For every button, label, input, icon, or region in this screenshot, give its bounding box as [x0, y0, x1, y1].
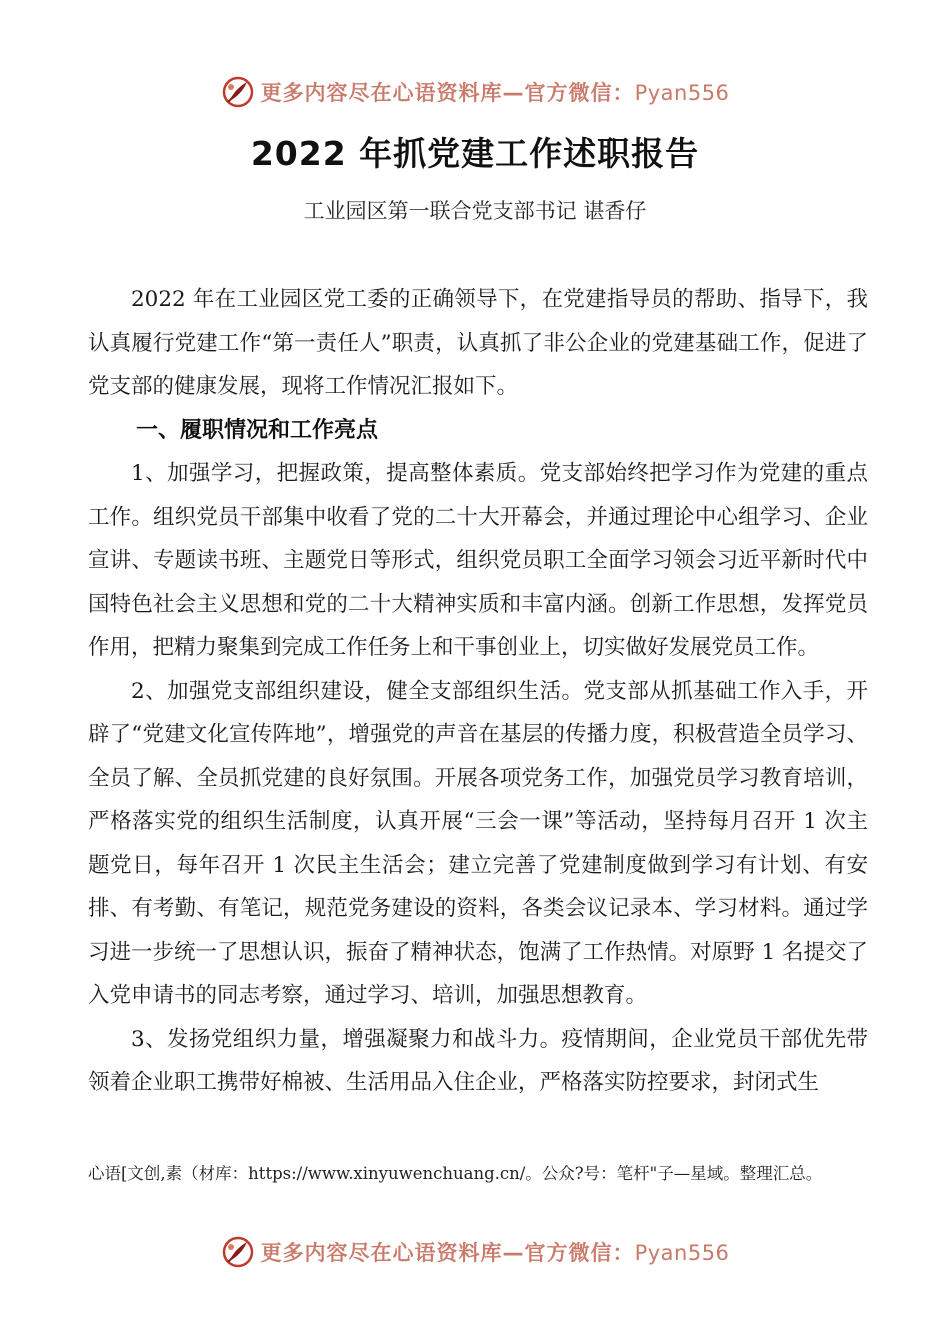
footer-banner: [0, 1232, 950, 1272]
document-title: 2022 年抓党建工作述职报告: [250, 134, 700, 173]
banner-wechat-id: Pyan556: [634, 1241, 730, 1265]
paragraph-3: 3、发扬党组织力量，增强凝聚力和战斗力。疫情期间，企业党员干部优先带领着企业职工携带好棉被、生活用品入住企业，严格落实防控要求，封闭式生: [88, 1026, 868, 1095]
quill-pen-logo-icon: [221, 75, 255, 109]
banner-text: [261, 1237, 730, 1267]
paragraph-1: 1、加强学习，把握政策，提高整体素质。党支部始终把学习作为党建的重点工作。组织党员干部集中收看了党的二十大开幕会，并通过理论中心组学习、企业宣讲、专题读书班、主题党日等形式，组织党员职工全面学习领会习近平新时代中国特色社会主义思想和党的二十大精神实质和丰富内涵。创新工作思想，发挥党员作用，把精力聚集到完成工作任务上和干事创业上，切实做好发展党员工作。: [88, 461, 868, 660]
section-heading: 一、履职情况和工作亮点: [136, 417, 379, 443]
header-banner: [0, 72, 950, 112]
banner-wechat-id: Pyan556: [634, 81, 730, 105]
banner-cn-text: 更多内容尽在心语资料库—官方微信：: [260, 1241, 635, 1265]
banner-cn-text: 更多内容尽在心语资料库—官方微信：: [260, 81, 635, 105]
intro-paragraph: 2022 年在工业园区党工委的正确领导下，在党建指导员的帮助、指导下，我认真履行党建工作“第一责任人”职责，认真抓了非公企业的党建基础工作，促进了党支部的健康发展，现将工作情况汇报如下。: [88, 287, 868, 399]
document-body: [88, 278, 868, 1105]
document-subtitle: 工业园区第一联合党支部书记 谌香仔: [303, 199, 647, 223]
quill-pen-logo-icon: [221, 1235, 255, 1269]
banner-text: [261, 77, 730, 107]
paragraph-2: 2、加强党支部组织建设，健全支部组织生活。党支部从抓基础工作入手，开辟了“党建文化宣传阵地”，增强党的声音在基层的传播力度，积极营造全员学习、全员了解、全员抓党建的良好氛围。开展各项党务工作，加强党员学习教育培训，严格落实党的组织生活制度，认真开展“三会一课”等活动，坚持每月召开 1 次主题党日，每年召开 1 次民主生活会；建立完善了党建制度做到学习有计划、有安排、有考勤、有笔记，规范党务建设的资料，各类会议记录本、学习材料。通过学习进一步统一了思想认识，振奋了精神状态，饱满了工作热情。对原野 1 名提交了入党申请书的同志考察，通过学习、培训，加强思想教育。: [88, 678, 868, 1008]
footer-source-note: 心语[文创,素（材库：https://www.xinyuwenchuang.cn/。公众?号：笔杆"子—星域。整理汇总。: [88, 1164, 823, 1183]
